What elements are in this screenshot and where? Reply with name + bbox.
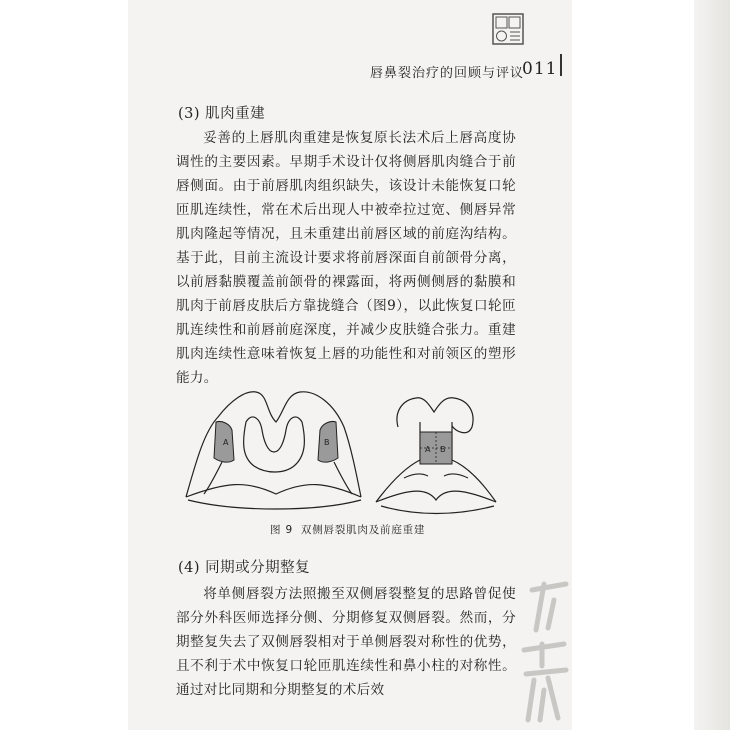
- calligraphy-watermark-icon: [514, 570, 574, 730]
- left-label-a: A: [223, 438, 229, 447]
- running-header: [370, 59, 558, 81]
- page-number: 011: [522, 59, 558, 79]
- book-series-logo-icon: [491, 12, 525, 46]
- section-heading-staging: (4) 同期或分期整复: [178, 560, 311, 576]
- figure-number: 图 9: [270, 524, 293, 536]
- body-paragraph-muscle: [176, 126, 516, 390]
- figure-caption-text: 双侧唇裂肌肉及前庭重建: [300, 524, 426, 536]
- paragraph-text: 将单侧唇裂方法照搬至双侧唇裂整复的思路曾促使部分外科医师选择分侧、分期修复双侧唇裂。然而，分期整复失去了双侧唇裂相对于单侧唇裂对称性的优势，且不利于术中恢复口轮匝肌连续性和鼻小柱的对称性。通过对比同期和分期整复的术后效: [176, 586, 516, 698]
- body-paragraph-staging: [176, 582, 516, 702]
- header-marker: [560, 54, 562, 76]
- figure-9-illustration: [176, 382, 516, 516]
- paragraph-text: 妥善的上唇肌肉重建是恢复原长法术后上唇高度协调性的主要因素。早期手术设计仅将侧唇肌肉缝合于前唇侧面。由于前唇肌肉组织缺失，该设计未能恢复口轮匝肌连续性，常在术后出现人中被牵拉过宽、侧唇异常肌肉隆起等情况，且未重建出前唇区域的前庭沟结构。基于此，目前主流设计要求将前唇深面自前颌骨分离，以前唇黏膜覆盖前颌骨的裸露面，将两侧侧唇的黏膜和肌肉于前唇皮肤后方靠拢缝合（图9），以此恢复口轮匝肌连续性和前唇前庭深度，并减少皮肤缝合张力。重建肌肉连续性意味着恢复上唇的功能性和对前领区的塑形能力。: [176, 130, 516, 386]
- section-heading-muscle-reconstruction: (3) 肌肉重建: [178, 106, 266, 122]
- right-label-b: B: [440, 445, 446, 454]
- figure-caption: [270, 522, 425, 537]
- left-label-b: B: [324, 438, 330, 447]
- page-spine-shadow: [694, 0, 730, 730]
- right-label-a: A: [425, 445, 431, 454]
- chapter-title: 唇鼻裂治疗的回顾与评议: [370, 66, 525, 81]
